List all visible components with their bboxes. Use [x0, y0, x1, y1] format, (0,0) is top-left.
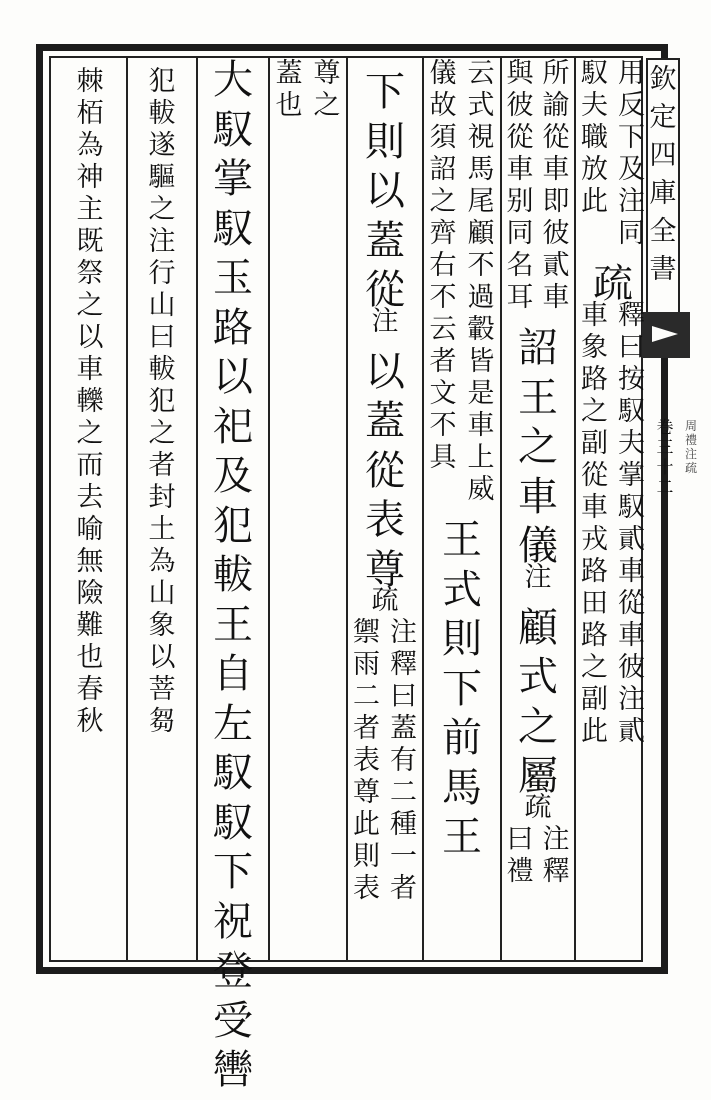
glyph: 耳: [506, 282, 534, 313]
glyph: 禮: [506, 855, 534, 887]
glyph: 路: [581, 363, 608, 395]
glyph: 詔: [518, 325, 558, 371]
glyph: 之: [313, 90, 341, 121]
commentary-line-left: [502, 823, 538, 890]
glyph: 過: [467, 282, 495, 313]
glyph: 二: [656, 478, 674, 498]
glyph: 之: [148, 194, 176, 225]
glyph: 及: [618, 154, 645, 185]
glyph: 同: [506, 218, 534, 249]
glyph: 者: [148, 450, 176, 481]
glyph: 土: [148, 514, 176, 545]
glyph: 十: [656, 458, 674, 478]
main-text-segment: [502, 596, 574, 799]
glyph: 軷: [148, 98, 176, 129]
commentary-marker: [348, 587, 422, 619]
glyph: 名: [506, 250, 534, 281]
glyph: 上: [467, 442, 495, 473]
glyph: 之: [581, 395, 608, 427]
glyph: 注: [390, 617, 417, 648]
glyph: 此: [581, 715, 608, 747]
glyph: 所: [542, 58, 570, 89]
glyph: 表: [353, 745, 380, 776]
glyph: 王: [442, 814, 482, 860]
commentary-line-left: [270, 60, 308, 124]
glyph: 車: [542, 282, 570, 313]
glyph: 山: [148, 578, 176, 609]
glyph: 難: [76, 610, 104, 641]
glyph: 顧: [467, 218, 495, 249]
main-text-segment: [348, 60, 422, 313]
glyph: 車: [581, 299, 608, 331]
text-column: [576, 60, 650, 960]
glyph: 馬: [467, 154, 495, 185]
glyph: 卷: [656, 418, 674, 438]
glyph: 須: [429, 122, 457, 153]
glyph: 尊: [365, 546, 405, 593]
glyph: 象: [581, 331, 608, 363]
glyph: 種: [390, 809, 417, 840]
glyph: 以: [76, 322, 104, 353]
glyph: 受: [213, 997, 253, 1044]
glyph: 儀: [518, 523, 558, 569]
volume-label: [650, 420, 680, 500]
glyph: 也: [275, 90, 303, 121]
glyph: 馭: [213, 750, 253, 796]
commentary-line-right: [538, 60, 574, 316]
glyph: 疏: [524, 791, 552, 823]
glyph: 放: [581, 154, 608, 185]
glyph: 秋: [76, 706, 104, 737]
glyph: 注: [524, 561, 552, 593]
text-column: [54, 68, 126, 740]
glyph: 馭: [618, 491, 645, 523]
glyph: 彼: [542, 218, 570, 249]
glyph: 為: [76, 130, 104, 161]
glyph: 三: [656, 438, 674, 458]
glyph: 不: [429, 410, 457, 441]
glyph: 欽: [649, 64, 677, 95]
book-title-cartouche: [646, 58, 680, 328]
glyph: 諭: [542, 90, 570, 121]
glyph: 職: [581, 122, 608, 153]
glyph: 疏: [371, 585, 399, 616]
glyph: 車: [518, 473, 558, 520]
text-column: [424, 60, 500, 960]
glyph: 同: [618, 218, 645, 249]
glyph: 反: [618, 90, 645, 121]
glyph: 玉: [213, 255, 253, 301]
glyph: 左: [213, 700, 253, 747]
glyph: 二: [390, 777, 417, 808]
commentary-line-right: [308, 60, 346, 124]
glyph: 儀: [429, 58, 457, 89]
glyph: 二: [353, 681, 380, 712]
glyph: 戎: [581, 523, 608, 555]
glyph: 遂: [148, 130, 176, 161]
text-column: [128, 68, 196, 740]
glyph: 掌: [618, 459, 645, 491]
glyph: 而: [76, 450, 104, 481]
commentary-marker: [502, 561, 574, 596]
glyph: 此: [353, 809, 380, 840]
glyph: 從: [542, 122, 570, 153]
glyph: 注: [618, 186, 645, 217]
glyph: 馭: [213, 106, 253, 153]
glyph: 之: [76, 290, 104, 321]
glyph: 曰: [506, 823, 534, 855]
glyph: 則: [353, 841, 380, 872]
glyph: 用: [618, 58, 645, 89]
glyph: 以: [213, 354, 253, 400]
commentary-marker: [348, 305, 422, 340]
glyph: 菩: [148, 674, 176, 705]
glyph: 路: [213, 304, 253, 351]
text-column: [348, 60, 422, 960]
glyph: 尊: [313, 58, 341, 89]
glyph: 喻: [76, 514, 104, 545]
glyph: 顧: [518, 604, 558, 651]
glyph: 行: [148, 258, 176, 289]
glyph: 周: [684, 419, 697, 433]
glyph: 則: [442, 616, 482, 662]
glyph: 車: [542, 154, 570, 185]
glyph: 彼: [506, 90, 534, 121]
glyph: 馭: [618, 395, 645, 427]
glyph: 之: [429, 186, 457, 217]
glyph: 下: [365, 69, 405, 115]
text-column: [502, 60, 574, 960]
glyph: 犯: [148, 66, 176, 97]
glyph: 威: [467, 474, 495, 505]
glyph: 貳: [618, 523, 645, 555]
book-title: [650, 66, 677, 294]
glyph: 自: [213, 651, 253, 697]
glyph: 車: [76, 354, 104, 385]
glyph: 夫: [618, 427, 645, 459]
commentary-line-left: [576, 60, 613, 220]
glyph: 疏: [684, 461, 697, 475]
glyph: 犯: [213, 502, 253, 549]
glyph: 車: [467, 410, 495, 441]
glyph: 之: [148, 418, 176, 449]
glyph: 有: [390, 745, 417, 776]
glyph: 為: [148, 546, 176, 577]
glyph: 貳: [542, 250, 570, 281]
glyph: 轂: [467, 314, 495, 345]
glyph: 之: [518, 703, 558, 750]
glyph: 即: [542, 186, 570, 217]
glyph: 封: [148, 482, 176, 513]
glyph: 山: [148, 290, 176, 321]
glyph: 掌: [213, 156, 253, 202]
commentary-line-right: [613, 60, 650, 252]
glyph: 祀: [213, 403, 253, 450]
glyph: 四: [649, 140, 677, 171]
glyph: 不: [467, 250, 495, 281]
glyph: 馭: [213, 799, 253, 846]
glyph: 從: [365, 267, 405, 313]
glyph: 夫: [581, 90, 608, 121]
glyph: 副: [581, 683, 608, 715]
commentary-line-left: [576, 299, 613, 750]
glyph: 以: [365, 348, 405, 395]
glyph: 雨: [353, 649, 380, 680]
glyph: 不: [429, 282, 457, 313]
glyph: 軷: [213, 552, 253, 598]
glyph: 王: [518, 374, 558, 421]
commentary-line-left: [424, 60, 462, 476]
glyph: 者: [390, 873, 417, 904]
glyph: 大: [213, 57, 253, 103]
glyph: 無: [76, 546, 104, 577]
glyph: 棘: [76, 66, 104, 97]
glyph: 故: [429, 90, 457, 121]
glyph: 一: [390, 841, 417, 872]
glyph: 庫: [649, 178, 677, 209]
glyph: 注: [148, 226, 176, 257]
glyph: 則: [365, 118, 405, 165]
glyph: 者: [429, 346, 457, 377]
glyph: 齊: [429, 218, 457, 249]
commentary-line-right: [462, 60, 500, 508]
glyph: 前: [442, 715, 482, 761]
glyph: 注: [371, 305, 399, 337]
glyph: 也: [76, 642, 104, 673]
glyph: 險: [76, 578, 104, 609]
glyph: 注: [542, 823, 570, 855]
glyph: 祭: [76, 258, 104, 289]
glyph: 從: [581, 459, 608, 491]
glyph: 曰: [148, 322, 176, 353]
glyph: 釋: [542, 855, 570, 887]
commentary-line-right: [538, 823, 574, 890]
main-text-segment: [576, 252, 650, 307]
glyph: 此: [581, 186, 608, 217]
glyph: 以: [365, 168, 405, 214]
commentary-line-left: [502, 60, 538, 316]
glyph: 下: [618, 122, 645, 153]
glyph: 曰: [618, 331, 645, 363]
glyph: 者: [353, 713, 380, 744]
glyph: 既: [76, 226, 104, 257]
glyph: 皆: [467, 346, 495, 377]
glyph: 書: [649, 254, 677, 285]
glyph: 之: [76, 418, 104, 449]
commentary-marker: [502, 791, 574, 826]
glyph: 春: [76, 674, 104, 705]
glyph: 别: [506, 186, 534, 217]
glyph: 下: [442, 665, 482, 712]
glyph: 之: [518, 424, 558, 470]
glyph: 禮: [684, 433, 697, 447]
glyph: 表: [365, 497, 405, 543]
glyph: 式: [467, 90, 495, 121]
glyph: 馭: [213, 205, 253, 252]
commentary-line-right: [613, 299, 650, 750]
glyph: 馬: [442, 764, 482, 811]
commentary-line-left: [348, 619, 385, 907]
glyph: 文: [429, 378, 457, 409]
glyph: 王: [442, 517, 482, 563]
glyph: 曰: [390, 681, 417, 712]
glyph: 蓋: [365, 398, 405, 444]
glyph: 表: [353, 873, 380, 904]
glyph: 轡: [213, 1047, 253, 1093]
glyph: 尾: [467, 186, 495, 217]
glyph: 主: [76, 194, 104, 225]
glyph: 馭: [581, 58, 608, 89]
glyph: 貳: [618, 715, 645, 747]
main-text-segment: [502, 316, 574, 569]
glyph: 蓋: [390, 713, 417, 744]
glyph: 疏: [593, 261, 633, 307]
glyph: 路: [581, 619, 608, 651]
glyph: 與: [506, 58, 534, 89]
glyph: 是: [467, 378, 495, 409]
glyph: 注: [684, 447, 697, 461]
glyph: 尊: [353, 777, 380, 808]
glyph: 神: [76, 162, 104, 193]
glyph: 彼: [618, 651, 645, 683]
glyph: 式: [442, 566, 482, 613]
glyph: 轢: [76, 386, 104, 417]
glyph: 從: [506, 122, 534, 153]
glyph: 下: [213, 849, 253, 895]
glyph: 車: [618, 555, 645, 587]
text-column: [270, 60, 346, 960]
glyph: 去: [76, 482, 104, 513]
margin-note: [680, 420, 702, 476]
glyph: 從: [365, 447, 405, 494]
glyph: 蓋: [275, 58, 303, 89]
glyph: 犯: [148, 386, 176, 417]
glyph: 田: [581, 587, 608, 619]
glyph: 詔: [429, 154, 457, 185]
main-text-segment: [348, 340, 422, 593]
main-text-segment: [424, 508, 500, 860]
glyph: 祝: [213, 898, 253, 945]
glyph: 屬: [518, 753, 558, 799]
glyph: 式: [518, 654, 558, 700]
glyph: 車: [506, 154, 534, 185]
glyph: 蓋: [365, 217, 405, 264]
text-column: [198, 57, 268, 1100]
glyph: 軷: [148, 354, 176, 385]
glyph: 具: [429, 442, 457, 473]
glyph: 及: [213, 453, 253, 499]
glyph: 路: [581, 555, 608, 587]
glyph: 登: [213, 948, 253, 994]
commentary-line-right: [385, 619, 422, 907]
glyph: 象: [148, 610, 176, 641]
glyph: 注: [618, 683, 645, 715]
glyph: 釋: [390, 649, 417, 680]
glyph: 右: [429, 250, 457, 281]
glyph: 副: [581, 427, 608, 459]
glyph: 驅: [148, 162, 176, 193]
glyph: 王: [213, 601, 253, 648]
glyph: 全: [649, 216, 677, 247]
glyph: 芻: [148, 706, 176, 737]
glyph: 云: [429, 314, 457, 345]
glyph: 車: [581, 491, 608, 523]
glyph: 禦: [353, 617, 380, 648]
glyph: 之: [581, 651, 608, 683]
glyph: 車: [618, 619, 645, 651]
glyph: 定: [649, 102, 677, 133]
glyph: 云: [467, 58, 495, 89]
glyph: 視: [467, 122, 495, 153]
glyph: 以: [148, 642, 176, 673]
glyph: 釋: [618, 299, 645, 331]
glyph: 按: [618, 363, 645, 395]
glyph: 栢: [76, 98, 104, 129]
glyph: 從: [618, 587, 645, 619]
